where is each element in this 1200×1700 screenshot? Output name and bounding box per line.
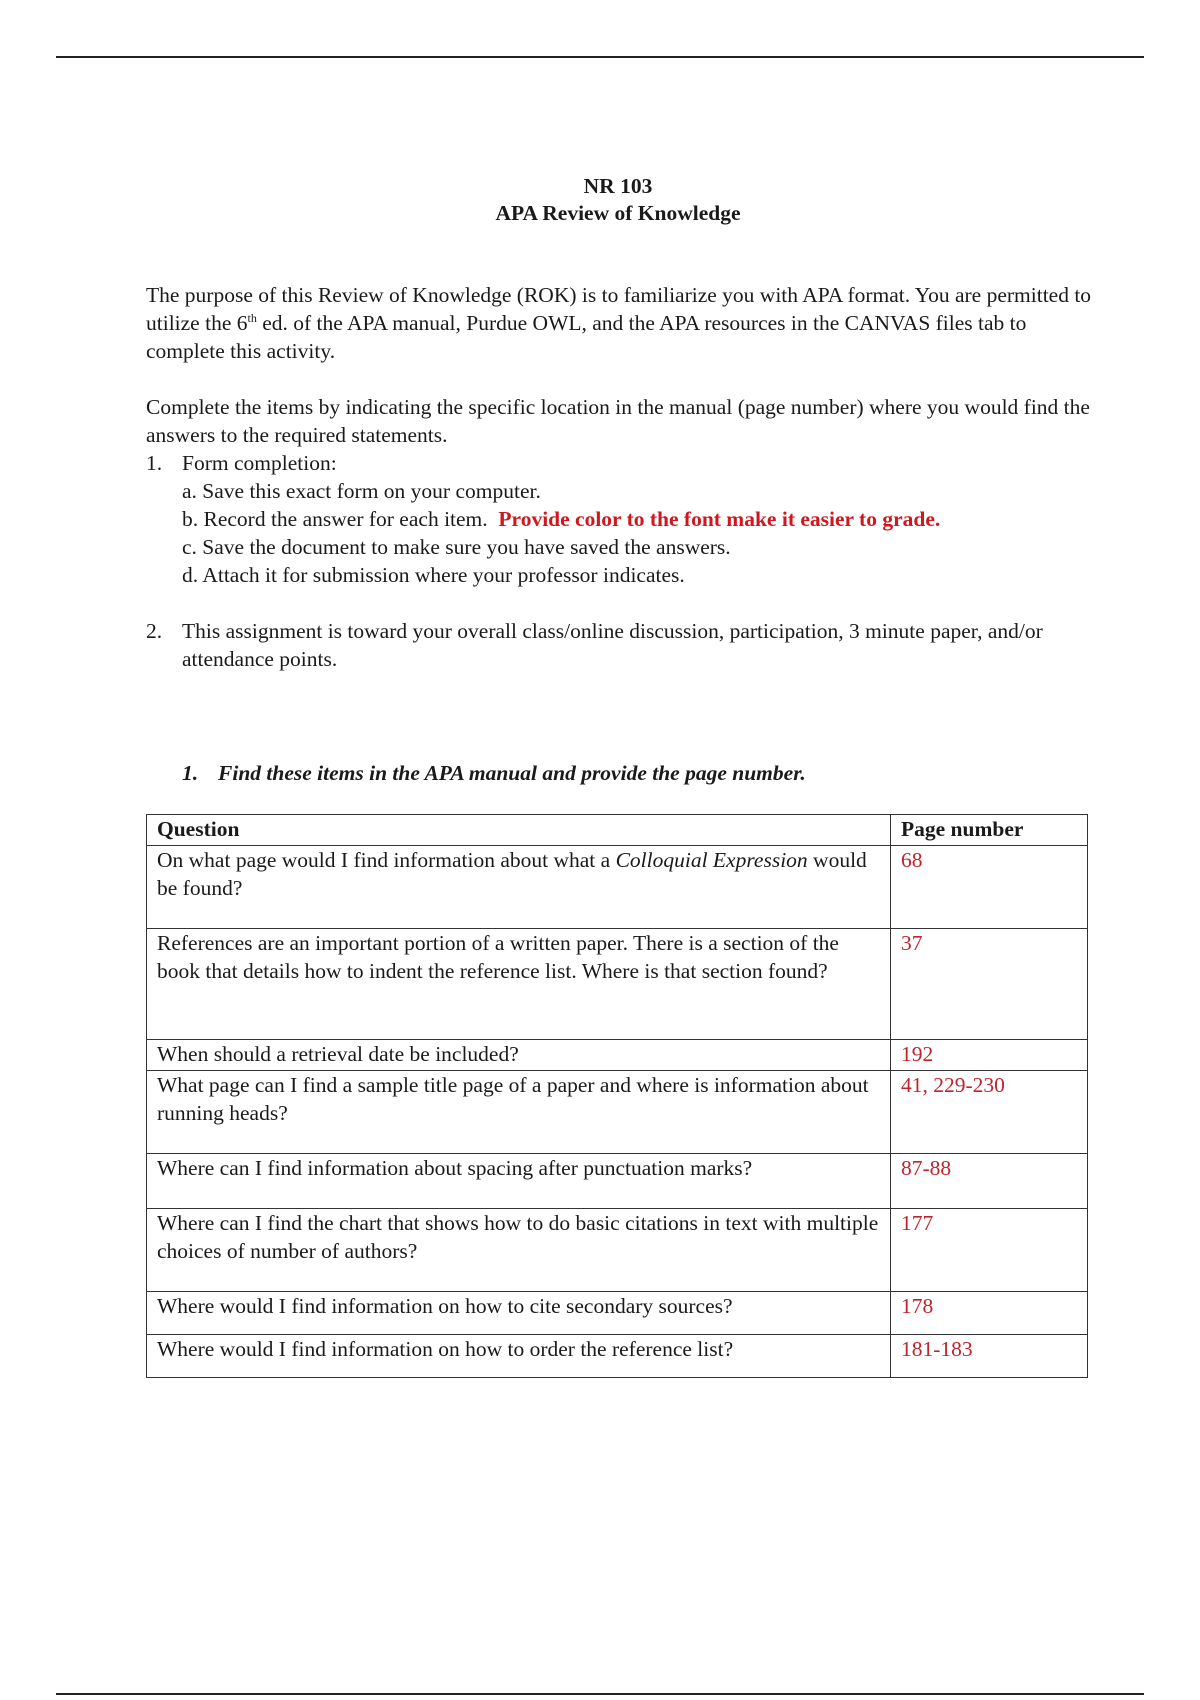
table-row: [147, 1071, 1088, 1154]
question-cell: Where would I find information on how to order the reference list?: [147, 1335, 891, 1378]
purpose-paragraph: [146, 281, 1096, 365]
substep-d: d. Attach it for submission where your professor indicates.: [182, 563, 685, 587]
question-cell: Where would I find information on how to cite secondary sources?: [147, 1292, 891, 1335]
question-cell: [147, 846, 891, 929]
purpose-text-start: The purpose of this Review of Knowledge (ROK) is to familiarize you with APA format. You are permitted to utilize the 6: [146, 283, 1092, 335]
page-answer-cell[interactable]: 87-88: [891, 1154, 1088, 1209]
document-title: APA Review of Knowledge: [495, 201, 741, 225]
question-cell: References are an important portion of a written paper. There is a section of the book that details how to indent the reference list. Where is that section found?: [147, 929, 891, 1040]
question-cell: When should a retrieval date be included?: [147, 1040, 891, 1071]
section-heading-text: Find these items in the APA manual and provide the page number.: [218, 761, 806, 785]
substep-list: [146, 477, 1096, 589]
question-cell: What page can I find a sample title page of a paper and where is information about running heads?: [147, 1071, 891, 1154]
step-2: [146, 617, 1096, 673]
page-answer-cell[interactable]: 178: [891, 1292, 1088, 1335]
step-1: [146, 449, 1096, 477]
substep-a: a. Save this exact form on your computer.: [182, 479, 541, 503]
table-row: [147, 846, 1088, 929]
table-row: [147, 1292, 1088, 1335]
substep-b-text: b. Record the answer for each item.: [182, 507, 488, 531]
instructions-paragraph: Complete the items by indicating the specific location in the manual (page number) where you would find the answers to the required statements.: [146, 395, 1090, 447]
top-rule: [56, 56, 1144, 58]
page-answer-cell[interactable]: 192: [891, 1040, 1088, 1071]
page-column-header: Page number: [891, 815, 1088, 846]
table-row: [147, 1209, 1088, 1292]
step-text: Form completion:: [182, 451, 337, 475]
question-text: On what page would I find information about what a: [157, 848, 616, 872]
document-body: [146, 281, 1096, 673]
page-answer-cell[interactable]: 177: [891, 1209, 1088, 1292]
table-row: [147, 1154, 1088, 1209]
substep-c: c. Save the document to make sure you have saved the answers.: [182, 535, 731, 559]
page-answer-cell[interactable]: 181-183: [891, 1335, 1088, 1378]
purpose-text-end: ed. of the APA manual, Purdue OWL, and the APA resources in the CANVAS files tab to complete this activity.: [146, 311, 1027, 363]
section-heading: [182, 759, 806, 787]
course-code: NR 103: [583, 174, 653, 198]
table-row: [147, 929, 1088, 1040]
step-number: 2.: [146, 619, 163, 643]
page-answer-cell[interactable]: 68: [891, 846, 1088, 929]
table-row: [147, 1335, 1088, 1378]
substep-b: [182, 505, 1096, 533]
question-italic-term: Colloquial Expression: [615, 848, 808, 872]
table-row: [147, 1040, 1088, 1071]
questions-table: [146, 814, 1088, 1378]
page-answer-cell[interactable]: 37: [891, 929, 1088, 1040]
substep-b-highlight: Provide color to the font make it easier to grade.: [498, 507, 941, 531]
page-answer-cell[interactable]: 41, 229-230: [891, 1071, 1088, 1154]
section-number: 1.: [182, 761, 199, 785]
ordinal-suffix: th: [247, 311, 257, 325]
step-number: 1.: [146, 451, 163, 475]
bottom-rule: [56, 1693, 1144, 1695]
table-header-row: [147, 815, 1088, 846]
document-header: [0, 173, 1200, 227]
question-text: would be found?: [157, 848, 867, 900]
step-text: This assignment is toward your overall class/online discussion, participation, 3 minute paper, and/or attendance points.: [182, 619, 1043, 671]
question-cell: Where can I find the chart that shows how to do basic citations in text with multiple choices of number of authors?: [147, 1209, 891, 1292]
question-cell: Where can I find information about spacing after punctuation marks?: [147, 1154, 891, 1209]
question-column-header: Question: [147, 815, 891, 846]
